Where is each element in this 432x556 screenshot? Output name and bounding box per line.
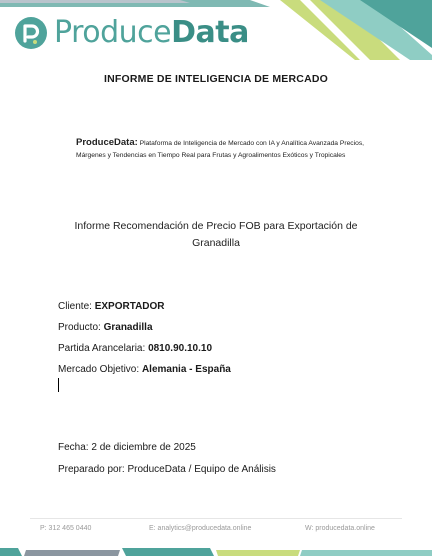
field-product: [58, 317, 231, 338]
footer-phone: P: 312 465 0440: [40, 525, 92, 532]
report-title: INFORME DE INTELIGENCIA DE MERCADO: [104, 73, 328, 85]
report-meta: [58, 437, 276, 481]
field-label: Partida Arancelaria:: [58, 343, 149, 354]
field-target-market: [58, 359, 231, 380]
field-label: Producto:: [58, 322, 104, 333]
brand-name-bold: Data: [171, 15, 249, 50]
field-value: 0810.90.10.10: [148, 343, 213, 354]
brand-logo: [14, 16, 249, 50]
field-client: [58, 296, 231, 317]
text-cursor[interactable]: [58, 378, 59, 392]
footer-email: E: analytics@producedata.online: [149, 525, 252, 532]
footer-contact: [0, 525, 432, 537]
field-label: Mercado Objetivo:: [58, 364, 142, 375]
report-subtitle: Informe Recomendación de Precio FOB para Exportación de Granadilla: [74, 220, 358, 249]
field-value: EXPORTADOR: [94, 301, 165, 312]
field-tariff-code: [58, 338, 231, 359]
footer-web: W: producedata.online: [305, 525, 375, 532]
report-prepared-by: Preparado por: ProduceData / Equipo de Análisis: [58, 464, 276, 475]
report-date: Fecha: 2 de diciembre de 2025: [58, 442, 196, 453]
footer-divider: [30, 518, 402, 519]
brand-wordmark: [54, 16, 249, 50]
field-value: Alemania - España: [141, 364, 231, 375]
footer-decorative-stripes: [0, 544, 432, 556]
field-label: Cliente:: [58, 301, 95, 312]
brand-tagline: [76, 137, 366, 162]
report-fields: [58, 296, 231, 380]
tagline-brand: ProduceData:: [76, 137, 138, 148]
producedata-logo-icon: [14, 16, 48, 50]
field-value: Granadilla: [103, 322, 153, 333]
brand-name-light: Produce: [54, 15, 172, 50]
tagline-text: Plataforma de Inteligencia de Mercado con IA y Analítica Avanzada Precios, Márgenes y Tendencias en Tiempo Real para Frutas y Agroalimentos Exóticos y Tropicales: [76, 140, 365, 159]
